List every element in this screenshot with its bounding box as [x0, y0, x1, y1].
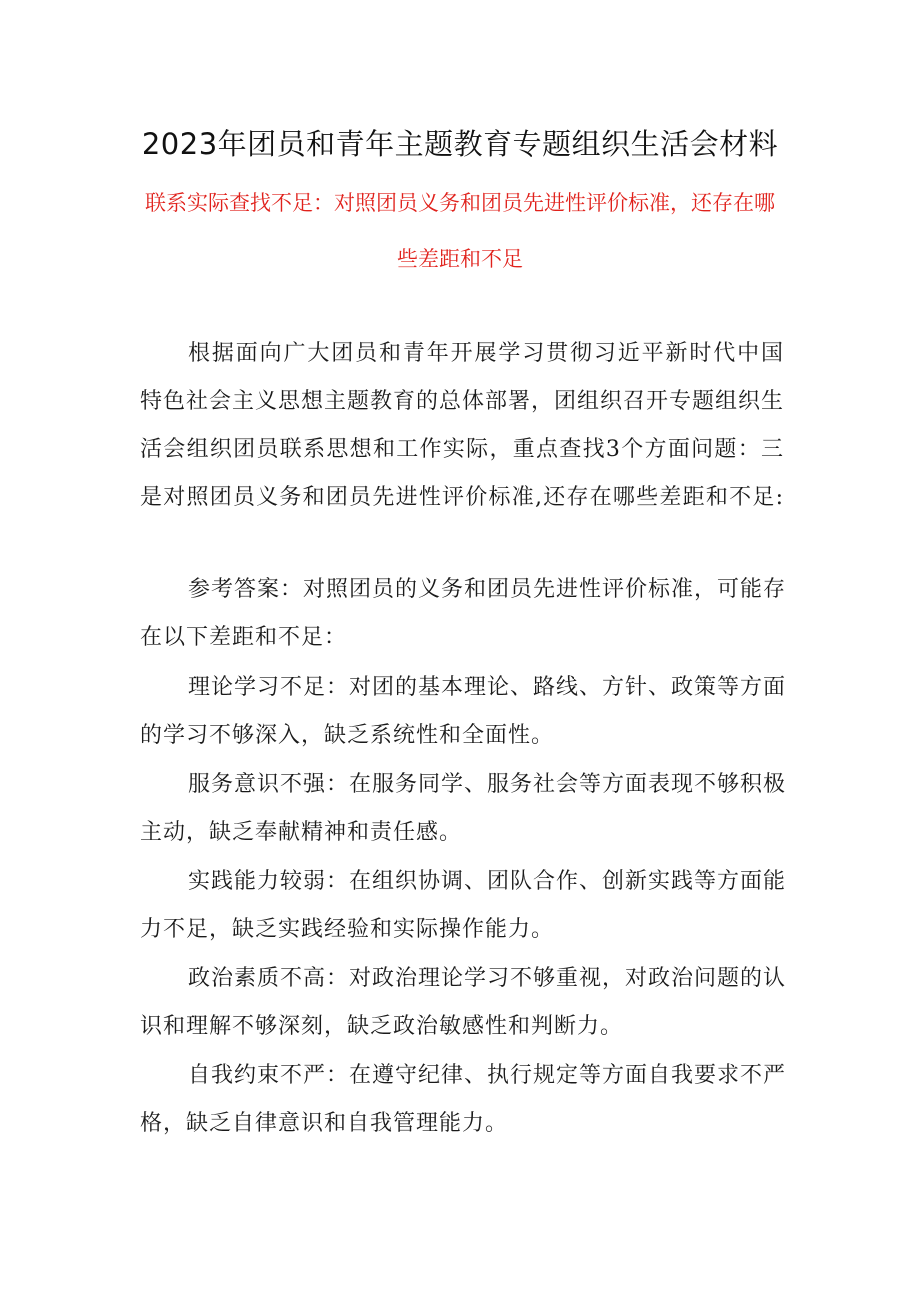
- point-line: 理论学习不足：对团的基本理论、路线、方针、政策等方面: [188, 675, 787, 700]
- point-line: 格，缺乏自律意识和自我管理能力。: [140, 1111, 509, 1136]
- subtitle-line-1: 联系实际查找不足：对照团员义务和团员先进性评价标准，还存在哪: [145, 191, 775, 215]
- answer-line: 参考答案：对照团员的义务和团员先进性评价标准，可能存: [188, 577, 787, 602]
- point-paragraph: [140, 955, 787, 1051]
- answer-paragraph: [140, 566, 787, 662]
- point-line: 识和理解不够深刻，缺乏政治敏感性和判断力。: [140, 1014, 624, 1039]
- point-paragraph: [140, 1052, 787, 1148]
- point-paragraph: [140, 664, 787, 760]
- intro-line: 特色社会主义思想主题教育的总体部署，团组织召开专题组织生: [140, 389, 785, 414]
- point-line: 自我约束不严：在遵守纪律、执行规定等方面自我要求不严: [188, 1063, 787, 1088]
- point-line: 力不足，缺乏实践经验和实际操作能力。: [140, 917, 555, 942]
- intro-line: 活会组织团员联系思想和工作实际，重点查找3个方面问题：三: [140, 437, 784, 462]
- point-line: 服务意识不强：在服务同学、服务社会等方面表现不够积极: [188, 772, 787, 797]
- point-line: 政治素质不高：对政治理论学习不够重视，对政治问题的认: [188, 966, 787, 991]
- point-paragraph: [140, 858, 787, 954]
- point-line: 实践能力较弱：在组织协调、团队合作、创新实践等方面能: [188, 869, 787, 894]
- intro-paragraph: [140, 330, 784, 522]
- point-line: 的学习不够深入，缺乏系统性和全面性。: [140, 723, 555, 748]
- point-paragraph: [140, 761, 787, 857]
- subtitle-line-2: 些差距和不足: [397, 247, 523, 271]
- intro-line: 根据面向广大团员和青年开展学习贯彻习近平新时代中国: [188, 341, 784, 366]
- intro-line: 是对照团员义务和团员先进性评价标准,还存在哪些差距和不足:: [140, 485, 784, 510]
- document-title: 2023年团员和青年主题教育专题组织生活会材料: [141, 127, 779, 161]
- answer-line: 在以下差距和不足：: [140, 625, 348, 650]
- point-line: 主动，缺乏奉献精神和责任感。: [140, 820, 463, 845]
